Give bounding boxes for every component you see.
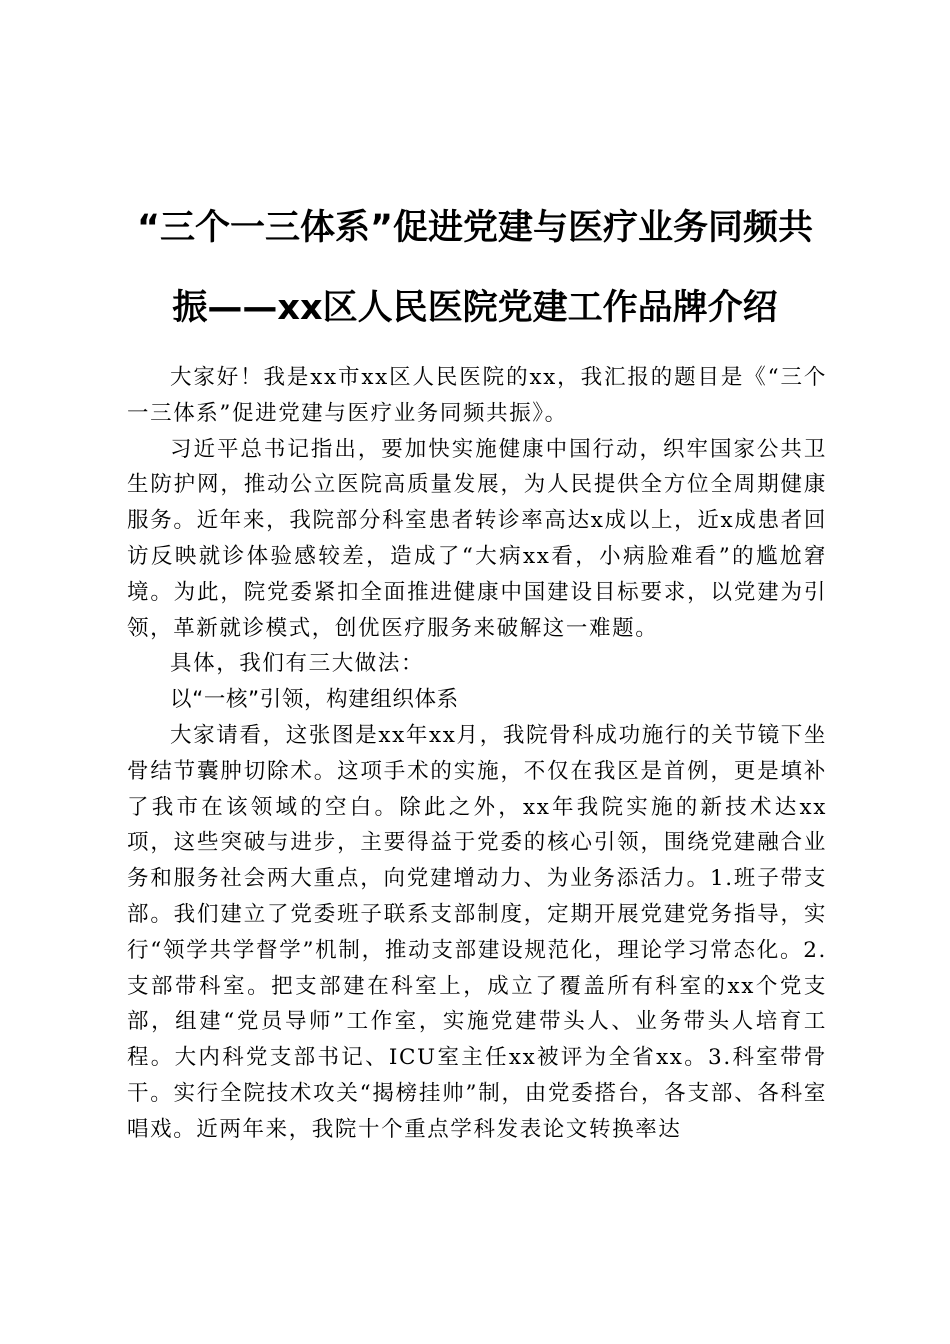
document-body bbox=[127, 360, 827, 1148]
paragraph-greeting: 大家好！我是xx市xx区人民医院的xx，我汇报的题目是《“三个一三体系”促进党建与医疗业务同频共振》。 bbox=[127, 365, 827, 426]
paragraph-section-body: 大家请看，这张图是xx年xx月，我院骨科成功施行的关节镜下坐骨结节囊肿切除术。这项手术的实施，不仅在我区是首例，更是填补了我市在该领域的空白。除此之外，xx年我院实施的新技术达xx项，这些突破与进步，主要得益于党委的核心引领，围绕党建融合业务和服务社会两大重点，向党建增动力、为业务添活力。1.班子带支部。我们建立了党委班子联系支部制度，定期开展党建党务指导，实行“领学共学督学”机制，推动支部建设规范化，理论学习常态化。2.支部带科室。把支部建在科室上，成立了覆盖所有科室的xx个党支部，组建“党员导师”工作室，实施党建带头人、业务带头人培育工程。大内科党支部书记、ICU室主任xx被评为全省xx。3.科室带骨干。实行全院技术攻关“揭榜挂帅”制，由党委搭台，各支部、各科室唱戏。近两年来，我院十个重点学科发表论文转换率达 bbox=[127, 722, 827, 1142]
paragraph-background: 习近平总书记指出，要加快实施健康中国行动，织牢国家公共卫生防护网，推动公立医院高质量发展，为人民提供全方位全周期健康服务。近年来，我院部分科室患者转诊率高达x成以上，近x成患者回访反映就诊体验感较差，造成了“大病xx看，小病脸难看”的尴尬窘境。为此，院党委紧扣全面推进健康中国建设目标要求，以党建为引领，革新就诊模式，创优医疗服务来破解这一难题。 bbox=[127, 436, 827, 641]
paragraph-methods-intro: 具体，我们有三大做法： bbox=[170, 651, 425, 677]
section-heading: 以“一核”引领，构建组织体系 bbox=[170, 687, 459, 713]
title-line-2: 振——xx区人民医院党建工作品牌介绍 bbox=[172, 288, 778, 328]
document-title bbox=[100, 188, 850, 348]
title-line-1: “三个一三体系”促进党建与医疗业务同频共 bbox=[136, 208, 813, 248]
